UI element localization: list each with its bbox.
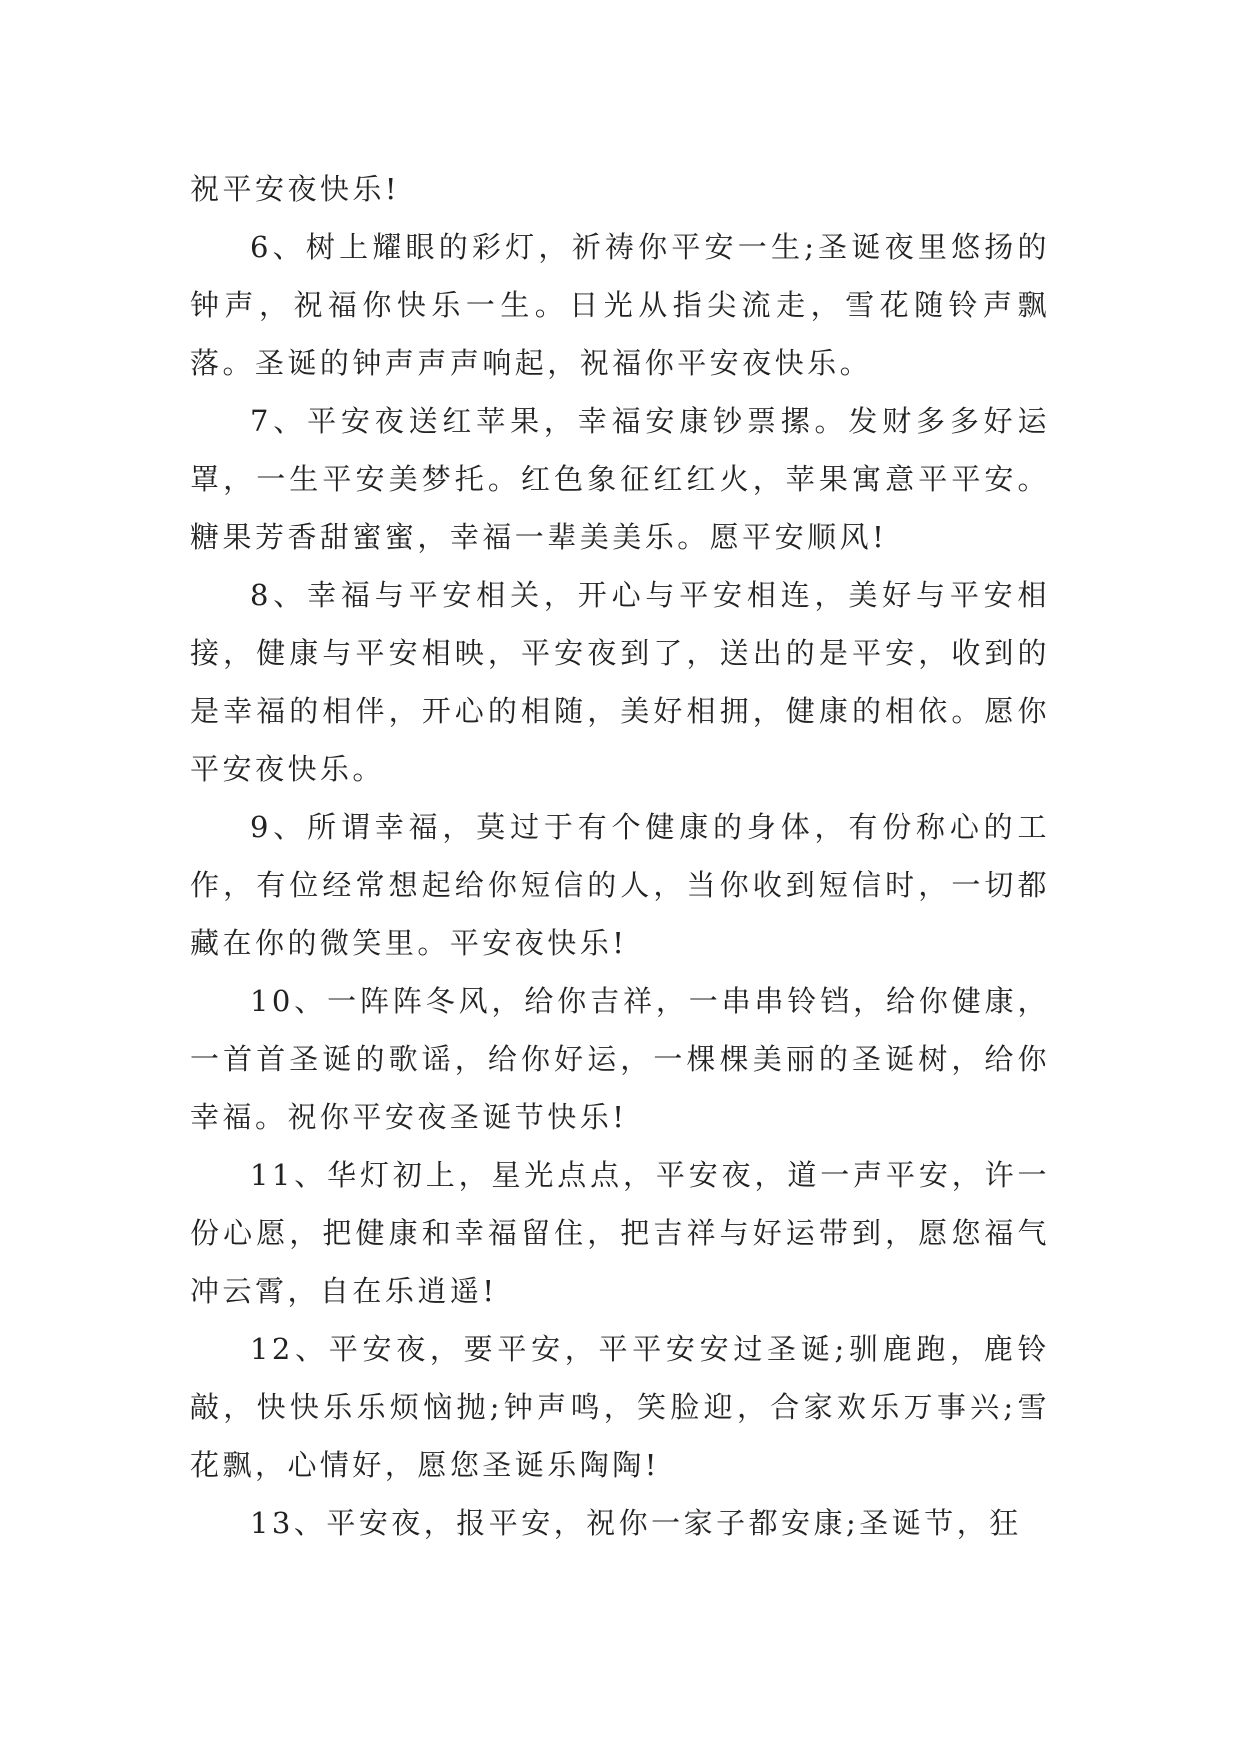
paragraph-12: 12、平安夜，要平安，平平安安过圣诞;驯鹿跑，鹿铃敲，快快乐乐烦恼抛;钟声鸣，笑脸迎，合家欢乐万事兴;雪花飘，心情好，愿您圣诞乐陶陶! — [190, 1332, 1050, 1482]
paragraph-9: 9、所谓幸福，莫过于有个健康的身体，有份称心的工作，有位经常想起给你短信的人，当你收到短信时，一切都藏在你的微笑里。平安夜快乐! — [190, 810, 1050, 960]
paragraph-8: 8、幸福与平安相关，开心与平安相连，美好与平安相接，健康与平安相映，平安夜到了，送出的是平安，收到的是幸福的相伴，开心的相随，美好相拥，健康的相依。愿你平安夜快乐。 — [190, 578, 1050, 786]
paragraph-11: 11、华灯初上，星光点点，平安夜，道一声平安，许一份心愿，把健康和幸福留住，把吉祥与好运带到，愿您福气冲云霄，自在乐逍遥! — [190, 1158, 1050, 1308]
paragraph-continuation: 祝平安夜快乐! — [190, 172, 401, 206]
document-body — [190, 160, 1050, 1552]
paragraph-13: 13、平安夜，报平安，祝你一家子都安康;圣诞节，狂 — [250, 1506, 1022, 1540]
paragraph-7: 7、平安夜送红苹果，幸福安康钞票摞。发财多多好运罩，一生平安美梦托。红色象征红红火，苹果寓意平平安。糖果芳香甜蜜蜜，幸福一辈美美乐。愿平安顺风! — [190, 404, 1050, 554]
paragraph-10: 10、一阵阵冬风，给你吉祥，一串串铃铛，给你健康，一首首圣诞的歌谣，给你好运，一棵棵美丽的圣诞树，给你幸福。祝你平安夜圣诞节快乐! — [190, 984, 1050, 1134]
paragraph-6: 6、树上耀眼的彩灯，祈祷你平安一生;圣诞夜里悠扬的钟声，祝福你快乐一生。日光从指尖流走，雪花随铃声飘落。圣诞的钟声声声响起，祝福你平安夜快乐。 — [190, 230, 1050, 380]
